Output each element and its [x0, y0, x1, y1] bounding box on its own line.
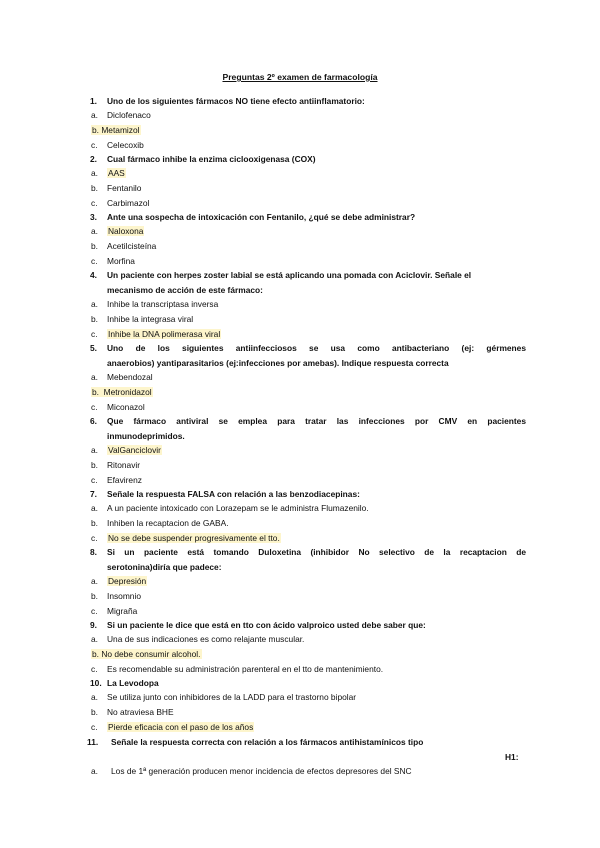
question-text: Ante una sospecha de intoxicación con Fentanilo, ¿qué se debe administrar?	[107, 212, 416, 222]
question-text: Señale la respuesta correcta con relación a los fármacos antihistamínicos tipo	[111, 737, 424, 747]
option-text: Insomnio	[107, 591, 141, 601]
option-text-highlighted	[107, 722, 254, 733]
option-text: Ritonavir	[107, 460, 141, 470]
question-number: 1.	[90, 96, 97, 106]
option-letter: a.	[91, 372, 98, 382]
question-number: 8.	[90, 547, 97, 557]
option-letter: b.	[91, 314, 98, 324]
option-letter: b.	[91, 460, 98, 470]
option-text: Carbimazol	[107, 198, 150, 208]
option-text-highlighted	[107, 576, 147, 587]
option-text: Inhibe la integrasa viral	[107, 314, 194, 324]
option-text: Inhibe la transcriptasa inversa	[107, 299, 219, 309]
option-text: Mebendozal	[107, 372, 153, 382]
option-text: Depresión	[108, 576, 147, 586]
option-letter: a.	[91, 634, 98, 644]
option-letter: b.	[92, 125, 99, 135]
question-text-line1: Si un paciente está tomando Duloxetina (inhibidor No selectivo de la recaptacion de	[107, 547, 526, 557]
question-text: Si un paciente le dice que está en tto con ácido valproico usted debe saber que:	[107, 620, 426, 630]
option-text: Diclofenaco	[107, 110, 151, 120]
option-letter: c.	[91, 606, 98, 616]
option-letter: b.	[91, 591, 98, 601]
option-text: No se debe suspender progresivamente el tto.	[108, 533, 280, 543]
option-letter: b.	[91, 241, 98, 251]
option-letter: a.	[91, 226, 98, 236]
option-letter: c.	[91, 198, 98, 208]
option-text-highlighted	[107, 168, 126, 179]
question-number: 6.	[90, 416, 97, 426]
option-text: Naloxona	[108, 226, 144, 236]
question-text-line2: anaerobios) yantiparasitarios (ej:infecciones por amebas). Indique respuesta correcta	[107, 358, 449, 368]
option-text-highlighted	[107, 445, 162, 456]
question-text-line1: Un paciente con herpes zoster labial se está aplicando una pomada con Aciclovir. Señale el	[107, 270, 472, 280]
option-text: No debe consumir alcohol.	[101, 649, 201, 659]
option-letter: c.	[91, 722, 98, 732]
question-text: Uno de los siguientes fármacos NO tiene efecto antiinflamatorio:	[107, 96, 365, 106]
question-text: Cual fármaco inhibe la enzima ciclooxigenasa (COX)	[107, 154, 316, 164]
option-letter: a.	[91, 168, 98, 178]
option-text: Inhiben la recaptacion de GABA.	[107, 518, 229, 528]
question-text: La Levodopa	[107, 678, 159, 688]
option-letter: a.	[91, 766, 98, 776]
option-letter: a.	[91, 110, 98, 120]
question-number: 2.	[90, 154, 97, 164]
question-text-line2: inmunodeprimidos.	[107, 431, 185, 441]
option-text: Morfina	[107, 256, 135, 266]
option-answer	[91, 387, 153, 398]
option-letter: a.	[91, 445, 98, 455]
option-answer	[91, 649, 202, 660]
option-letter: c.	[91, 329, 98, 339]
option-text: Metronidazol	[103, 387, 152, 397]
question-text-line2: serotonina)diría que padece:	[107, 562, 222, 572]
option-text: Efavirenz	[107, 475, 142, 485]
question-number: 9.	[90, 620, 97, 630]
question-number: 10.	[90, 678, 102, 688]
option-text: Acetilcisteína	[107, 241, 157, 251]
option-text: ValGanciclovir	[108, 445, 161, 455]
option-text: A un paciente intoxicado con Lorazepam se le administra Flumazenilo.	[107, 503, 369, 513]
option-text-highlighted	[107, 329, 221, 340]
option-letter: b.	[91, 183, 98, 193]
option-letter: c.	[91, 256, 98, 266]
option-text: Celecoxib	[107, 140, 144, 150]
option-letter: a.	[91, 576, 98, 586]
option-text: AAS	[108, 168, 125, 178]
question-number: 4.	[90, 270, 97, 280]
option-letter: c.	[91, 533, 98, 543]
option-text: No atraviesa BHE	[107, 707, 174, 717]
option-text: Es recomendable su administración parenteral en el tto de mantenimiento.	[107, 664, 384, 674]
option-letter: c.	[91, 664, 98, 674]
option-text: Se utiliza junto con inhibidores de la LADD para el trastorno bipolar	[107, 692, 357, 702]
option-letter: b.	[92, 387, 99, 397]
option-text: Metamizol	[101, 125, 140, 135]
question-number: 5.	[90, 343, 97, 353]
option-text-highlighted	[107, 533, 281, 544]
question-text-line2: mecanismo de acción de este fármaco:	[107, 285, 263, 295]
question-text-continuation: H1:	[505, 752, 519, 762]
option-text: Fentanilo	[107, 183, 142, 193]
option-text: Los de 1ª generación producen menor incidencia de efectos depresores del SNC	[111, 766, 412, 776]
page-title: Preguntas 2º examen de farmacología	[222, 72, 378, 82]
option-text: Pierde eficacia con el paso de los años	[108, 722, 254, 732]
option-text-highlighted	[107, 226, 144, 237]
option-letter: b.	[92, 649, 99, 659]
option-letter: b.	[91, 707, 98, 717]
option-text: Miconazol	[107, 402, 145, 412]
option-letter: c.	[91, 402, 98, 412]
option-answer	[91, 125, 141, 136]
option-text: Migraña	[107, 606, 138, 616]
question-number: 7.	[90, 489, 97, 499]
option-letter: a.	[91, 692, 98, 702]
option-letter: b.	[91, 518, 98, 528]
question-text-line1: Uno de los siguientes antiinfecciosos se usa como antibacteriano (ej: gérmenes	[107, 343, 526, 353]
question-number: 11.	[87, 737, 99, 747]
question-number: 3.	[90, 212, 97, 222]
option-text: Una de sus indicaciones es como relajante muscular.	[107, 634, 305, 644]
option-letter: c.	[91, 140, 98, 150]
question-text-line1: Que fármaco antiviral se emplea para tratar las infecciones por CMV en pacientes	[107, 416, 526, 426]
option-text: Inhibe la DNA polimerasa viral	[108, 329, 221, 339]
option-letter: a.	[91, 503, 98, 513]
option-letter: c.	[91, 475, 98, 485]
option-letter: a.	[91, 299, 98, 309]
question-text: Señale la respuesta FALSA con relación a las benzodiacepinas:	[107, 489, 360, 499]
